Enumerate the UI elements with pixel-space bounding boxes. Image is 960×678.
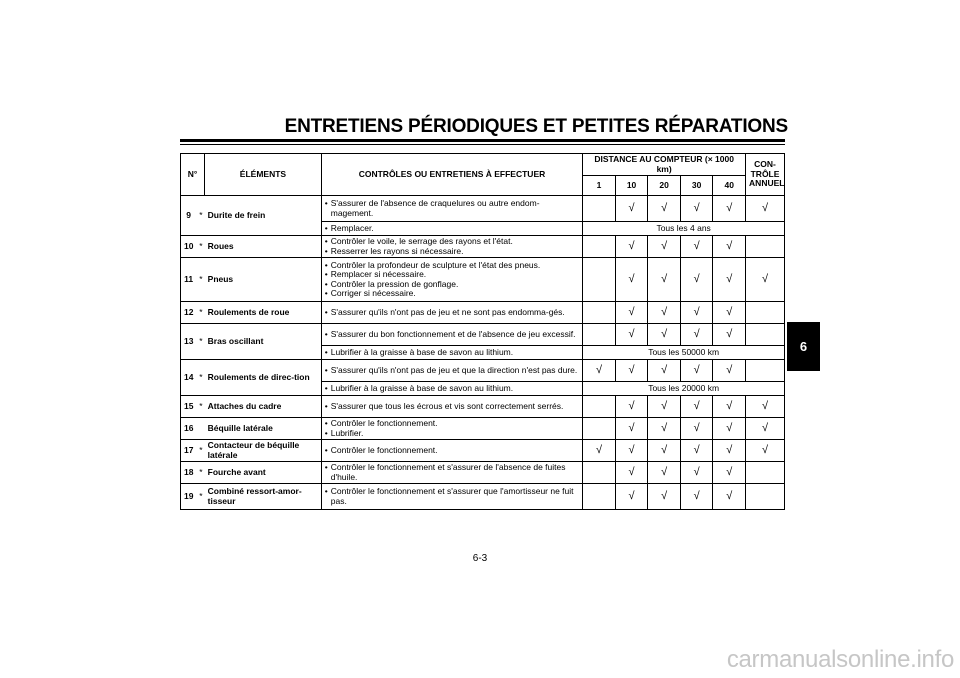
action-list	[325, 419, 580, 438]
dealer-mark: *	[196, 302, 204, 324]
check-mark: √	[713, 324, 746, 346]
action-cell	[321, 258, 583, 302]
check-mark: √	[648, 258, 681, 302]
table-row	[181, 196, 785, 222]
item-name: Bras oscillant	[205, 324, 322, 360]
action-cell	[321, 324, 583, 346]
check-mark: √	[713, 302, 746, 324]
check-mark: √	[648, 440, 681, 462]
header-annual: CON-TRÔLE ANNUEL	[746, 154, 785, 196]
action-item: • Lubrifier à la graisse à base de savon au lithium.	[325, 348, 580, 358]
header-km-40: 40	[713, 176, 746, 196]
check-mark: √	[713, 396, 746, 418]
action-list	[325, 402, 580, 412]
header-num: N°	[181, 154, 205, 196]
action-list	[325, 366, 580, 376]
table-body	[181, 196, 785, 510]
dealer-mark: *	[196, 258, 204, 302]
item-number: 13	[181, 324, 197, 360]
action-cell	[321, 462, 583, 484]
action-item: • Contrôler le voile, le serrage des rayons et l'état.	[325, 237, 580, 247]
action-cell	[321, 346, 583, 360]
check-mark: √	[615, 462, 648, 484]
interval-text: Tous les 4 ans	[583, 222, 785, 236]
check-mark: √	[713, 196, 746, 222]
empty-cell	[746, 484, 785, 510]
item-number: 10	[181, 236, 197, 258]
check-mark: √	[713, 484, 746, 510]
item-number: 19	[181, 484, 197, 510]
check-mark: √	[648, 196, 681, 222]
page-title: ENTRETIENS PÉRIODIQUES ET PETITES RÉPARATIONS	[284, 116, 788, 137]
check-mark: √	[615, 418, 648, 440]
item-name: Attaches du cadre	[205, 396, 322, 418]
action-cell	[321, 360, 583, 382]
item-number: 11	[181, 258, 197, 302]
action-cell	[321, 396, 583, 418]
check-mark: √	[713, 462, 746, 484]
table-row	[181, 258, 785, 302]
check-mark: √	[583, 360, 616, 382]
item-name: Durite de frein	[205, 196, 322, 236]
action-cell	[321, 222, 583, 236]
empty-cell	[583, 462, 616, 484]
item-name: Roues	[205, 236, 322, 258]
action-list	[325, 446, 580, 456]
item-name: Contacteur de béquille latérale	[205, 440, 322, 462]
empty-cell	[583, 236, 616, 258]
action-item: • Contrôler le fonctionnement.	[325, 446, 580, 456]
table-row	[181, 462, 785, 484]
check-mark: √	[713, 418, 746, 440]
item-number: 12	[181, 302, 197, 324]
dealer-mark: *	[196, 360, 204, 396]
page-number: 6-3	[472, 553, 488, 564]
action-list	[325, 308, 580, 318]
table-row	[181, 360, 785, 382]
check-mark: √	[648, 302, 681, 324]
empty-cell	[746, 462, 785, 484]
item-name: Roulements de roue	[205, 302, 322, 324]
dealer-mark: *	[196, 440, 204, 462]
check-mark: √	[615, 324, 648, 346]
item-name: Roulements de direc-tion	[205, 360, 322, 396]
watermark: carmanualsonline.info	[726, 646, 954, 673]
action-list	[325, 487, 580, 506]
interval-text: Tous les 20000 km	[583, 382, 785, 396]
empty-cell	[583, 418, 616, 440]
check-mark: √	[648, 324, 681, 346]
header-km-20: 20	[648, 176, 681, 196]
action-item: • S'assurer que tous les écrous et vis sont correctement serrés.	[325, 402, 580, 412]
check-mark: √	[615, 360, 648, 382]
item-name: Pneus	[205, 258, 322, 302]
action-cell	[321, 236, 583, 258]
action-item: • Contrôler le fonctionnement.	[325, 419, 580, 429]
check-mark: √	[648, 462, 681, 484]
empty-cell	[746, 360, 785, 382]
check-mark: √	[680, 324, 713, 346]
check-mark: √	[583, 440, 616, 462]
action-item: • Remplacer si nécessaire.	[325, 270, 580, 280]
item-number: 16	[181, 418, 197, 440]
empty-cell	[583, 324, 616, 346]
check-mark: √	[680, 360, 713, 382]
header-distance: DISTANCE AU COMPTEUR (× 1000 km)	[583, 154, 746, 176]
check-mark: √	[713, 440, 746, 462]
empty-cell	[746, 324, 785, 346]
table-row	[181, 440, 785, 462]
check-mark: √	[680, 484, 713, 510]
empty-cell	[746, 236, 785, 258]
action-item: • Corriger si nécessaire.	[325, 289, 580, 299]
action-item: • Resserrer les rayons si nécessaire.	[325, 247, 580, 257]
header-km-10: 10	[615, 176, 648, 196]
header-items: ÉLÉMENTS	[205, 154, 322, 196]
action-item: • S'assurer du bon fonctionnement et de l'absence de jeu excessif.	[325, 330, 580, 340]
action-cell	[321, 302, 583, 324]
action-item: • Contrôler la pression de gonflage.	[325, 280, 580, 290]
action-cell	[321, 382, 583, 396]
action-list	[325, 237, 580, 256]
check-mark: √	[615, 440, 648, 462]
table-row	[181, 236, 785, 258]
check-mark: √	[680, 196, 713, 222]
action-item: • Contrôler la profondeur de sculpture et l'état des pneus.	[325, 261, 580, 271]
header-actions: CONTRÔLES OU ENTRETIENS À EFFECTUER	[321, 154, 583, 196]
action-item: • Lubrifier à la graisse à base de savon au lithium.	[325, 384, 580, 394]
action-item: • S'assurer qu'ils n'ont pas de jeu et que la direction n'est pas dure.	[325, 366, 580, 376]
action-item: • Contrôler le fonctionnement et s'assurer que l'amortisseur ne fuit pas.	[325, 487, 580, 506]
table-row	[181, 418, 785, 440]
check-mark: √	[615, 196, 648, 222]
check-mark: √	[680, 258, 713, 302]
header-km-1: 1	[583, 176, 616, 196]
dealer-mark: *	[196, 462, 204, 484]
empty-cell	[746, 302, 785, 324]
item-name: Béquille latérale	[205, 418, 322, 440]
item-number: 18	[181, 462, 197, 484]
empty-cell	[583, 258, 616, 302]
check-mark: √	[713, 360, 746, 382]
chapter-tab: 6	[787, 322, 820, 371]
check-mark: √	[746, 440, 785, 462]
action-list	[325, 199, 580, 218]
check-mark: √	[648, 360, 681, 382]
check-mark: √	[713, 236, 746, 258]
check-mark: √	[680, 396, 713, 418]
check-mark: √	[680, 418, 713, 440]
empty-cell	[583, 302, 616, 324]
check-mark: √	[615, 236, 648, 258]
dealer-mark: *	[196, 484, 204, 510]
action-list	[325, 463, 580, 482]
table-row	[181, 324, 785, 346]
empty-cell	[583, 196, 616, 222]
action-item: • Contrôler le fonctionnement et s'assurer de l'absence de fuites d'huile.	[325, 463, 580, 482]
action-cell	[321, 440, 583, 462]
check-mark: √	[648, 236, 681, 258]
item-number: 14	[181, 360, 197, 396]
title-rule-thick	[180, 139, 785, 142]
action-list	[325, 224, 580, 234]
check-mark: √	[713, 258, 746, 302]
check-mark: √	[615, 396, 648, 418]
item-number: 17	[181, 440, 197, 462]
check-mark: √	[680, 302, 713, 324]
table-row	[181, 484, 785, 510]
action-item: • Remplacer.	[325, 224, 580, 234]
check-mark: √	[680, 440, 713, 462]
table-row	[181, 302, 785, 324]
header-km-30: 30	[680, 176, 713, 196]
action-item: • S'assurer qu'ils n'ont pas de jeu et ne sont pas endomma-gés.	[325, 308, 580, 318]
empty-cell	[583, 484, 616, 510]
dealer-mark: *	[196, 236, 204, 258]
check-mark: √	[746, 418, 785, 440]
check-mark: √	[615, 484, 648, 510]
action-item: • S'assurer de l'absence de craquelures ou autre endom-magement.	[325, 199, 580, 218]
item-number: 9	[181, 196, 197, 236]
dealer-mark	[196, 418, 204, 440]
check-mark: √	[615, 258, 648, 302]
action-cell	[321, 196, 583, 222]
item-name: Combiné ressort-amor-tisseur	[205, 484, 322, 510]
action-list	[325, 384, 580, 394]
action-list	[325, 330, 580, 340]
check-mark: √	[680, 462, 713, 484]
action-item: • Lubrifier.	[325, 429, 580, 439]
dealer-mark: *	[196, 324, 204, 360]
check-mark: √	[615, 302, 648, 324]
dealer-mark: *	[196, 196, 204, 236]
check-mark: √	[680, 236, 713, 258]
check-mark: √	[746, 196, 785, 222]
check-mark: √	[746, 258, 785, 302]
action-cell	[321, 484, 583, 510]
check-mark: √	[746, 396, 785, 418]
check-mark: √	[648, 396, 681, 418]
table-row	[181, 396, 785, 418]
interval-text: Tous les 50000 km	[583, 346, 785, 360]
action-list	[325, 261, 580, 299]
item-number: 15	[181, 396, 197, 418]
check-mark: √	[648, 484, 681, 510]
title-rule-thin	[180, 144, 785, 145]
action-list	[325, 348, 580, 358]
action-cell	[321, 418, 583, 440]
dealer-mark: *	[196, 396, 204, 418]
check-mark: √	[648, 418, 681, 440]
maintenance-table	[180, 153, 785, 510]
item-name: Fourche avant	[205, 462, 322, 484]
empty-cell	[583, 396, 616, 418]
